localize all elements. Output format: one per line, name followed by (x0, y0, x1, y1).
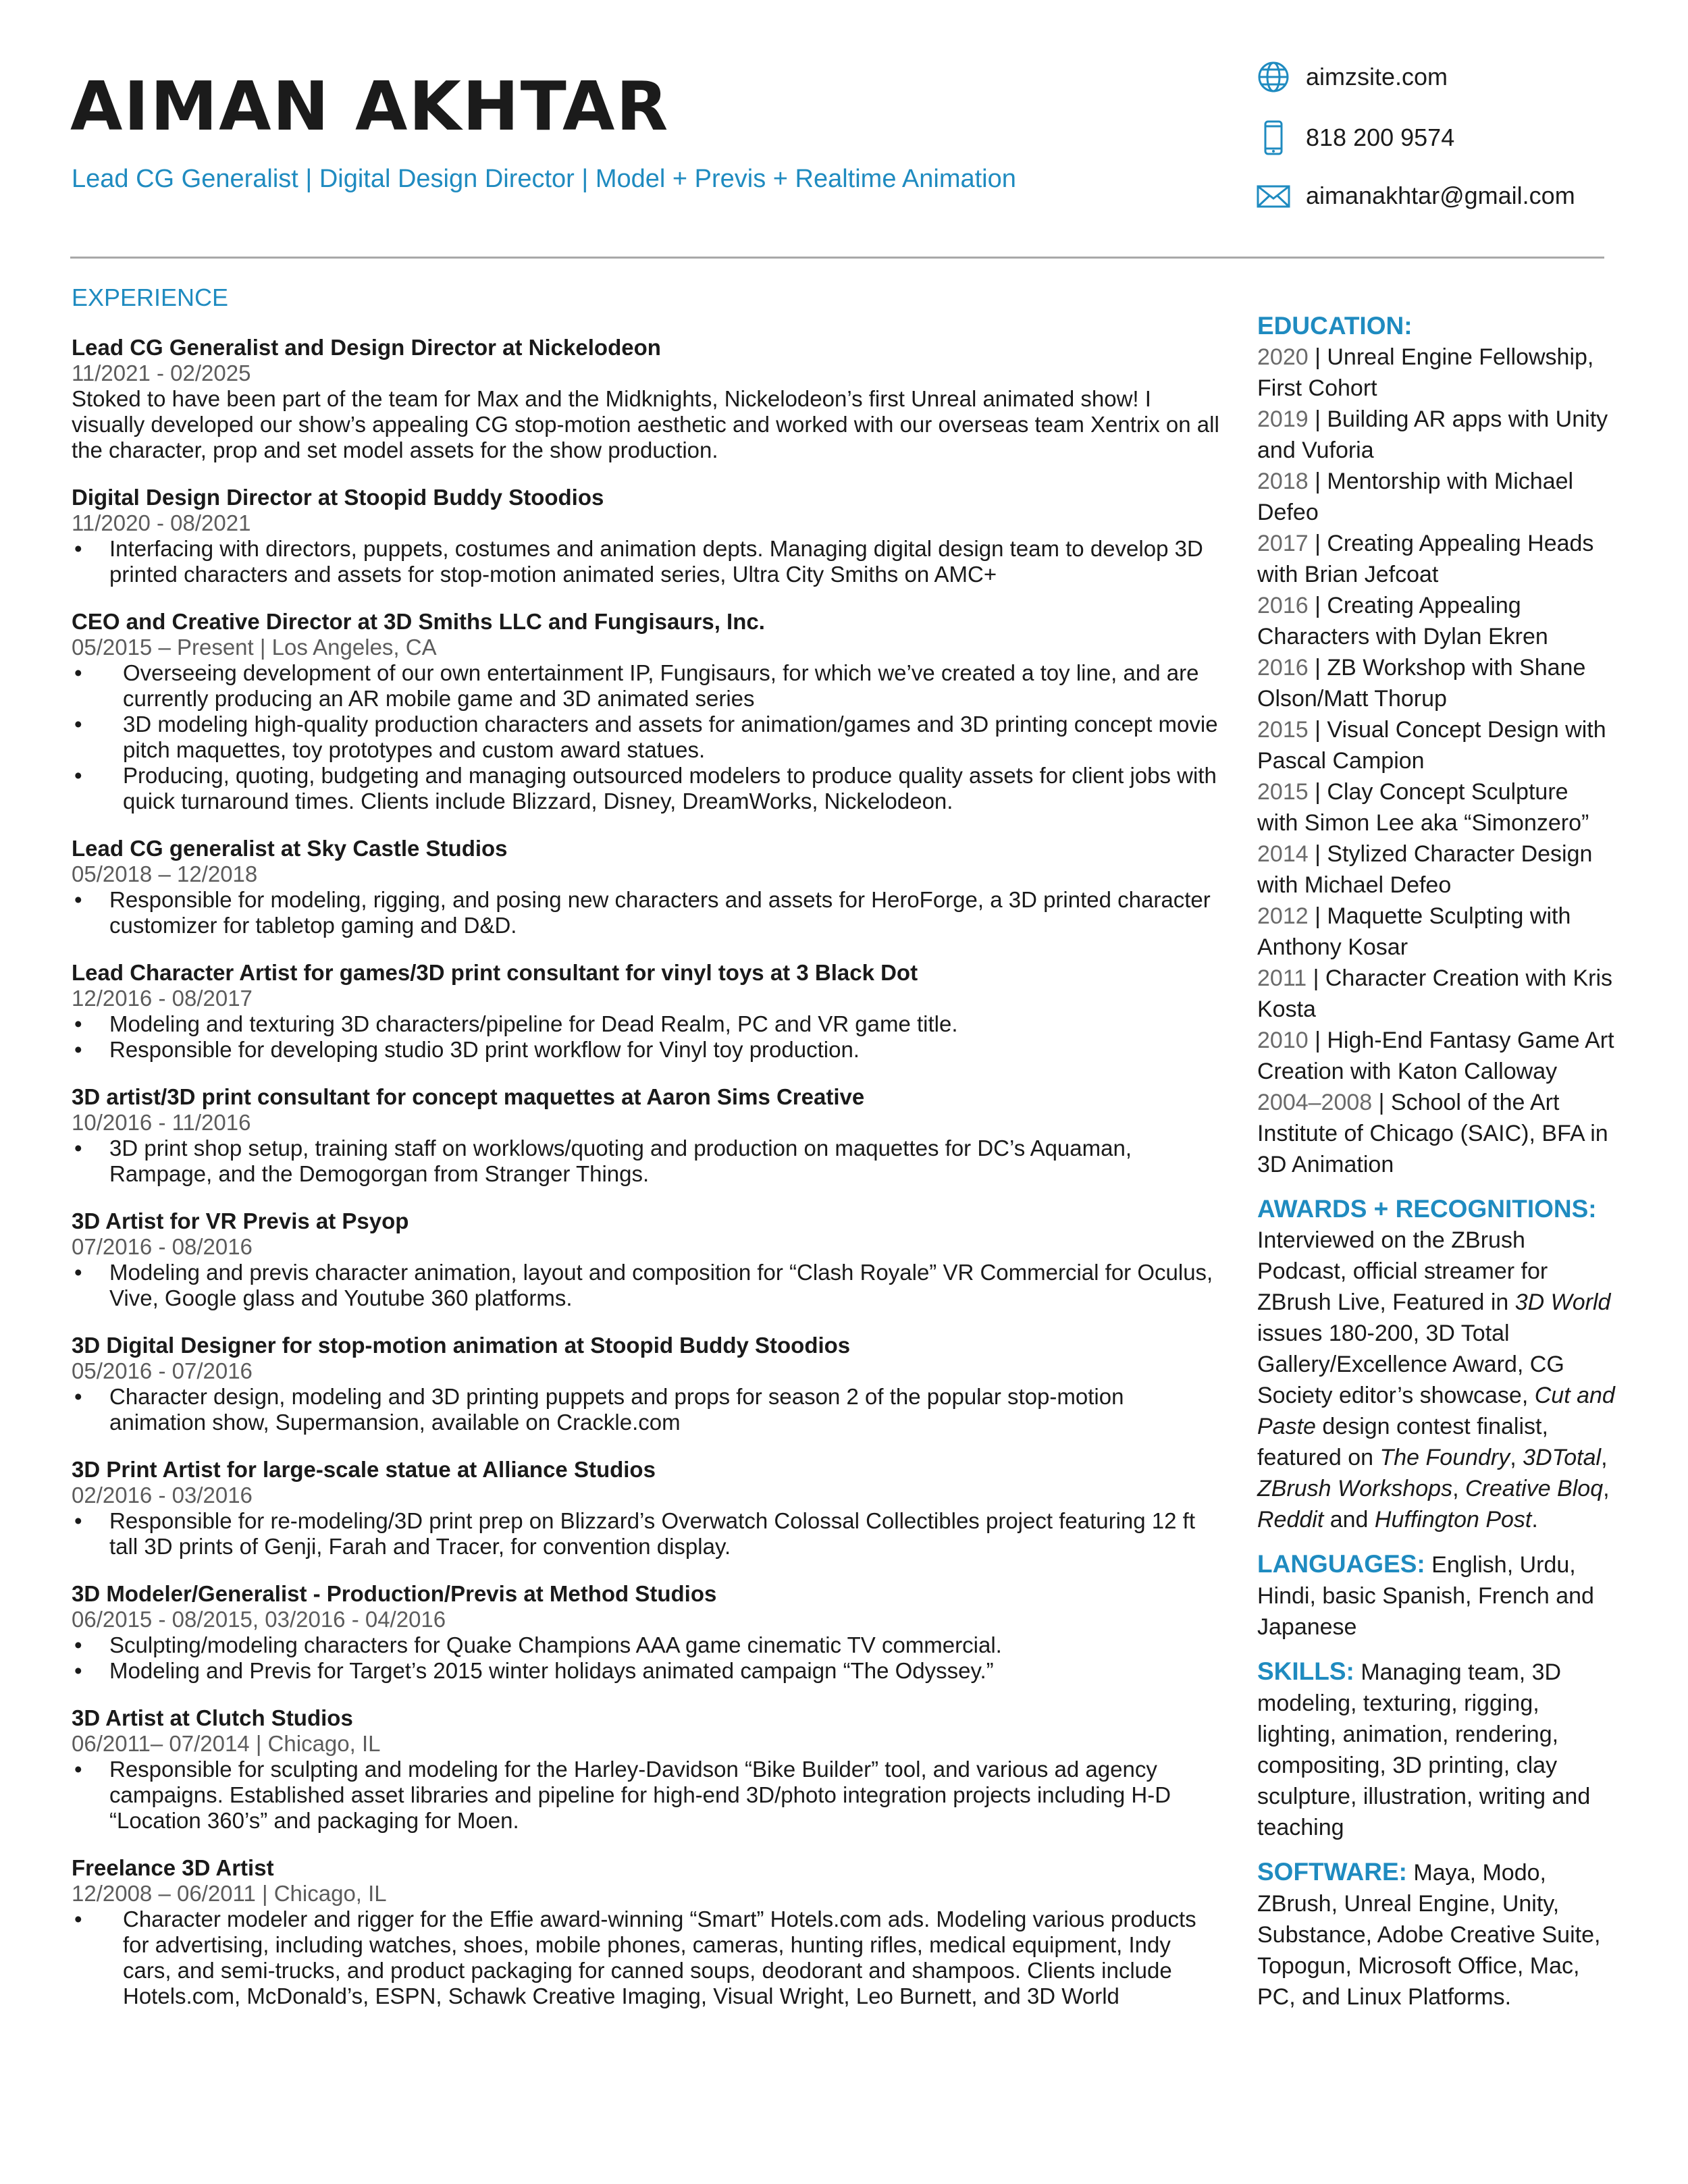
job-dates: 12/2008 – 06/2011 | Chicago, IL (72, 1881, 387, 1906)
job-dates: 06/2015 - 08/2015, 03/2016 - 04/2016 (72, 1607, 446, 1632)
header-divider (70, 257, 1604, 259)
education-list (1257, 342, 1615, 1180)
contact-website[interactable] (1256, 59, 1448, 95)
job-bullet: • Modeling and Previs for Target’s 2015 winter holidays animated campaign “The Odyssey.” (74, 1658, 994, 1683)
job-dates: 12/2016 - 08/2017 (72, 986, 253, 1011)
education-year: 2014 (1257, 841, 1309, 867)
job-title: 3D artist/3D print consultant for concept maquettes at Aaron Sims Creative (72, 1084, 865, 1109)
languages-heading: LANGUAGES: (1257, 1550, 1425, 1578)
education-year: 2010 (1257, 1028, 1309, 1053)
education-item: 2017 | Creating Appealing Heads with Brian Jefcoat (1257, 531, 1594, 587)
experience-section (72, 285, 1219, 2031)
job-description: Stoked to have been part of the team for Max and the Midknights, Nickelodeon’s first Unreal animated show! I visually developed our show’s appealing CG stop-motion aesthetic and worked with our overseas team Xentrix on all the character, prop and set model assets for the show production. (72, 386, 1219, 462)
job-bullet: • Character modeler and rigger for the Effie award-winning “Smart” Hotels.com ads. Modeling various products for advertising, including watches, shoes, mobile phones, cameras, hunting rifles, medical equipment, Indy cars, and semi-trucks, and product packaging for canned soups, deodorant and shampoos. Clients include Hotels.com, McDonald’s, ESPN, Schawk Creative Imaging, Visual Wright, Leo Burnett, and 3D World (74, 1907, 1196, 2008)
bullet-icon: • (74, 1508, 82, 1533)
education-course: Mentorship with Michael Defeo (1257, 469, 1574, 525)
job-dates: 02/2016 - 03/2016 (72, 1483, 253, 1508)
job-bullets (72, 660, 1219, 814)
phone-icon (1256, 120, 1291, 155)
awards-section (1257, 1194, 1615, 1535)
job-bullets (72, 1508, 1219, 1560)
job-title: Freelance 3D Artist (72, 1855, 274, 1880)
awards-heading: AWARDS + RECOGNITIONS: (1257, 1195, 1597, 1223)
education-item: 2015 | Visual Concept Design with Pascal Campion (1257, 717, 1606, 774)
education-year: 2004–2008 (1257, 1090, 1373, 1115)
sidebar (1257, 311, 1615, 2026)
education-item: 2012 | Maquette Sculpting with Anthony Kosar (1257, 903, 1571, 960)
job-bullets (72, 887, 1219, 938)
job-dates: 11/2021 - 02/2025 (72, 361, 251, 385)
education-year: 2018 (1257, 469, 1309, 494)
bullet-icon: • (74, 887, 82, 912)
job-title: CEO and Creative Director at 3D Smiths LLC and Fungisaurs, Inc. (72, 609, 765, 634)
job-dates: 05/2018 – 12/2018 (72, 861, 258, 886)
education-item: 2016 | Creating Appealing Characters with Dylan Ekren (1257, 593, 1548, 649)
education-item: 2018 | Mentorship with Michael Defeo (1257, 469, 1574, 525)
job-title: 3D Artist at Clutch Studios (72, 1705, 353, 1730)
bullet-icon: • (74, 1037, 82, 1062)
contact-email-text: aimanakhtar@gmail.com (1306, 182, 1575, 209)
job-bullets (72, 1384, 1219, 1435)
job-entry (72, 1855, 1219, 2009)
job-bullet: • Modeling and texturing 3D characters/pipeline for Dead Realm, PC and VR game title. (74, 1011, 958, 1036)
education-year: 2020 (1257, 344, 1309, 370)
job-title: 3D Digital Designer for stop-motion animation at Stoopid Buddy Stoodios (72, 1333, 851, 1358)
job-entry (72, 335, 1219, 463)
resume-tagline: Lead CG Generalist | Digital Design Director | Model + Previs + Realtime Animation (72, 165, 1016, 193)
envelope-icon (1256, 178, 1291, 213)
education-item: 2019 | Building AR apps with Unity and Vuforia (1257, 406, 1608, 463)
education-course: Maquette Sculpting with Anthony Kosar (1257, 903, 1571, 960)
job-bullet: • 3D print shop setup, training staff on worklows/quoting and production on maquettes for DC’s Aquaman, Rampage, and the Demogorgan from Stranger Things. (74, 1136, 1132, 1186)
job-dates: 05/2016 - 07/2016 (72, 1358, 253, 1383)
education-course: Creating Appealing Characters with Dylan Ekren (1257, 593, 1548, 649)
education-item: 2014 | Stylized Character Design with Michael Defeo (1257, 841, 1593, 898)
experience-heading: EXPERIENCE (72, 284, 229, 311)
education-course: Visual Concept Design with Pascal Campion (1257, 717, 1606, 774)
education-year: 2015 (1257, 779, 1309, 805)
bullet-icon: • (74, 1260, 82, 1285)
education-course: High-End Fantasy Game Art Creation with Katon Calloway (1257, 1028, 1614, 1084)
job-bullet: • Modeling and previs character animation, layout and composition for “Clash Royale” VR Commercial for Oculus, Vive, Google glass and Youtube 360 platforms. (74, 1260, 1213, 1310)
job-bullet: • Responsible for modeling, rigging, and posing new characters and assets for HeroForge, a 3D printed character customizer for tabletop gaming and D&D. (74, 887, 1211, 938)
software-heading: SOFTWARE: (1257, 1858, 1407, 1886)
job-bullets (72, 1632, 1219, 1684)
job-dates: 07/2016 - 08/2016 (72, 1234, 253, 1259)
job-entry (72, 1084, 1219, 1187)
job-bullet: • Responsible for re-modeling/3D print prep on Blizzard’s Overwatch Colossal Collectibles project featuring 12 ft tall 3D prints of Genji, Farah and Tracer, for convention display. (74, 1508, 1195, 1559)
education-section (1257, 311, 1615, 1180)
job-bullet: • Sculpting/modeling characters for Quake Champions AAA game cinematic TV commercial. (74, 1632, 1002, 1657)
contact-website-text: aimzsite.com (1306, 63, 1448, 90)
bullet-icon: • (74, 660, 82, 685)
job-bullets (72, 1757, 1219, 1834)
skills-heading: SKILLS: (1257, 1657, 1354, 1685)
education-course: School of the Art Institute of Chicago (SAIC), BFA in 3D Animation (1257, 1090, 1608, 1177)
education-course: ZB Workshop with Shane Olson/Matt Thorup (1257, 655, 1586, 712)
job-entry (72, 609, 1219, 814)
education-course: Character Creation with Kris Kosta (1257, 965, 1613, 1022)
education-heading: EDUCATION: (1257, 312, 1413, 340)
job-bullet: • Producing, quoting, budgeting and managing outsourced modelers to produce quality assets for client jobs with quick turnaround times. Clients include Blizzard, Disney, DreamWorks, Nickelodeon. (74, 763, 1217, 814)
education-course: Unreal Engine Fellowship, First Cohort (1257, 344, 1594, 401)
resume-name: AIMAN AKHTAR (70, 67, 670, 146)
education-course: Building AR apps with Unity and Vuforia (1257, 406, 1608, 463)
bullet-icon: • (74, 1384, 82, 1409)
contact-phone-text: 818 200 9574 (1306, 124, 1455, 151)
bullet-icon: • (74, 1011, 82, 1036)
education-year: 2012 (1257, 903, 1309, 929)
software-text: Maya, Modo, ZBrush, Unreal Engine, Unity, Substance, Adobe Creative Suite, Topogun, Microsoft Office, Mac, PC, and Linux Platforms. (1257, 1860, 1601, 2010)
education-item: 2004–2008 | School of the Art Institute of Chicago (SAIC), BFA in 3D Animation (1257, 1090, 1608, 1177)
education-year: 2016 (1257, 655, 1309, 681)
job-bullet: • Character design, modeling and 3D printing puppets and props for season 2 of the popular stop-motion animation show, Supermansion, available on Crackle.com (74, 1384, 1124, 1435)
education-course: Clay Concept Sculpture with Simon Lee aka “Simonzero” (1257, 779, 1589, 836)
job-bullet: • Responsible for developing studio 3D print workflow for Vinyl toy production. (74, 1037, 860, 1062)
education-item: 2011 | Character Creation with Kris Kosta (1257, 965, 1613, 1022)
job-title: 3D Modeler/Generalist - Production/Previs at Method Studios (72, 1581, 717, 1606)
education-year: 2019 (1257, 406, 1309, 432)
job-bullet: • Overseeing development of our own entertainment IP, Fungisaurs, for which we’ve created a toy line, and are currently producing an AR mobile game and 3D animated series (74, 660, 1199, 711)
job-bullet: • Responsible for sculpting and modeling for the Harley-Davidson “Bike Builder” tool, and various ad agency campaigns. Established asset libraries and pipeline for high-end 3D/photo integration projects including H-D “Location 360’s” and packaging for Moen. (74, 1757, 1171, 1833)
software-section (1257, 1857, 1615, 2013)
job-bullets (72, 536, 1219, 587)
job-title: Digital Design Director at Stoopid Buddy Stoodios (72, 485, 604, 510)
job-entry (72, 960, 1219, 1063)
education-item: 2020 | Unreal Engine Fellowship, First Cohort (1257, 344, 1594, 401)
bullet-icon: • (74, 1757, 82, 1782)
job-title: Lead CG generalist at Sky Castle Studios (72, 836, 508, 861)
job-bullets (72, 1907, 1219, 2009)
languages-text: English, Urdu, Hindi, basic Spanish, French and Japanese (1257, 1552, 1594, 1640)
job-dates: 05/2015 – Present | Los Angeles, CA (72, 635, 437, 660)
job-title: Lead CG Generalist and Design Director at Nickelodeon (72, 335, 661, 360)
job-entry (72, 836, 1219, 938)
education-item: 2010 | High-End Fantasy Game Art Creation with Katon Calloway (1257, 1028, 1614, 1084)
awards-text: Interviewed on the ZBrush Podcast, official streamer for ZBrush Live, Featured in 3D World issues 180-200, 3D Total Gallery/Excellence Award, CG Society editor’s showcase, Cut and Paste design contest finalist, featured on The Foundry, 3DTotal, ZBrush Workshops, Creative Bloq, Reddit and Huffington Post. (1257, 1227, 1615, 1533)
education-year: 2015 (1257, 717, 1309, 743)
job-title: Lead Character Artist for games/3D print consultant for vinyl toys at 3 Black Dot (72, 960, 918, 985)
job-bullets (72, 1136, 1219, 1187)
bullet-icon: • (74, 1136, 82, 1161)
bullet-icon: • (74, 763, 82, 788)
experience-list (72, 335, 1219, 2009)
education-course: Creating Appealing Heads with Brian Jefcoat (1257, 531, 1594, 587)
bullet-icon: • (74, 1658, 82, 1683)
contact-phone[interactable] (1256, 120, 1454, 155)
contact-email[interactable] (1256, 178, 1575, 213)
job-bullets (72, 1260, 1219, 1311)
globe-icon (1256, 59, 1291, 95)
job-entry (72, 1333, 1219, 1435)
bullet-icon: • (74, 1632, 82, 1657)
languages-section (1257, 1549, 1615, 1643)
job-title: 3D Print Artist for large-scale statue at Alliance Studios (72, 1457, 656, 1482)
education-item: 2016 | ZB Workshop with Shane Olson/Matt Thorup (1257, 655, 1586, 712)
job-bullet: • 3D modeling high-quality production characters and assets for animation/games and 3D printing concept movie pitch maquettes, toy prototypes and custom award statues. (74, 712, 1218, 762)
job-entry (72, 1705, 1219, 1834)
education-year: 2011 (1257, 965, 1307, 991)
job-bullets (72, 1011, 1219, 1063)
job-entry (72, 485, 1219, 587)
bullet-icon: • (74, 536, 82, 561)
bullet-icon: • (74, 712, 82, 737)
education-year: 2016 (1257, 593, 1309, 618)
education-item: 2015 | Clay Concept Sculpture with Simon Lee aka “Simonzero” (1257, 779, 1589, 836)
job-bullet: • Interfacing with directors, puppets, costumes and animation depts. Managing digital design team to develop 3D printed characters and assets for stop-motion animated series, Ultra City Smiths on AMC+ (74, 536, 1203, 587)
job-dates: 11/2020 - 08/2021 (72, 510, 251, 535)
job-entry (72, 1581, 1219, 1684)
job-entry (72, 1208, 1219, 1311)
job-entry (72, 1457, 1219, 1560)
job-dates: 10/2016 - 11/2016 (72, 1110, 251, 1135)
bullet-icon: • (74, 1907, 82, 1932)
education-course: Stylized Character Design with Michael Defeo (1257, 841, 1593, 898)
education-year: 2017 (1257, 531, 1309, 556)
skills-section (1257, 1656, 1615, 1843)
job-dates: 06/2011– 07/2014 | Chicago, IL (72, 1731, 381, 1756)
job-title: 3D Artist for VR Previs at Psyop (72, 1208, 409, 1233)
skills-text: Managing team, 3D modeling, texturing, rigging, lighting, animation, rendering, compositing, 3D printing, clay sculpture, illustration, writing and teaching (1257, 1659, 1591, 1840)
